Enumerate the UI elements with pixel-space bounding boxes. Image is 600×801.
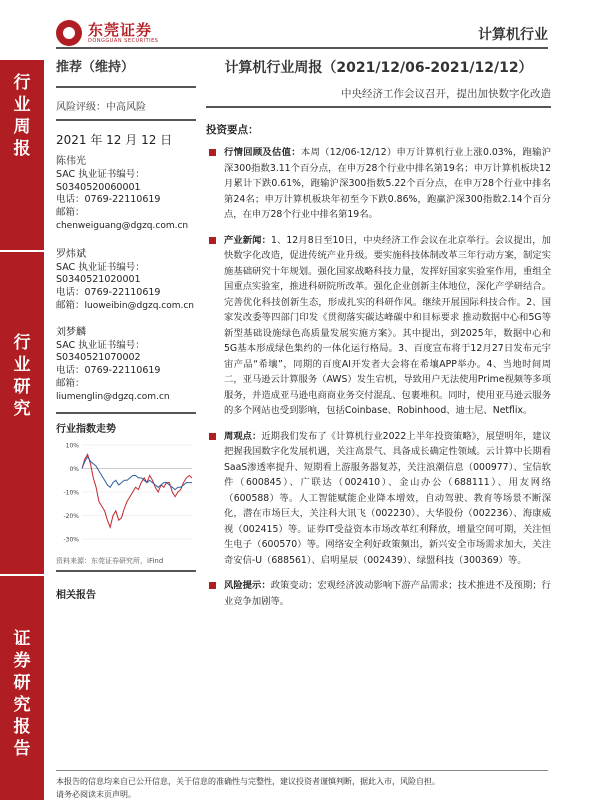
risk-rating: 风险评级：中高风险 [56, 102, 146, 113]
analyst-cert-label: SAC 执业证书编号： [56, 339, 145, 351]
analyst-name: 刘梦麟 [56, 326, 86, 338]
chart-source: 资料来源：东莞证券研究所，iFind [56, 556, 164, 565]
analyst-email-label: 邮箱： [56, 299, 85, 311]
chart-title: 行业指数走势 [56, 423, 116, 435]
sidebar-band-research [0, 252, 44, 574]
bullet-icon [209, 433, 216, 440]
point-label: 产业新闻： [224, 234, 271, 246]
disclaimer-line: 请务必阅读末页声明。 [56, 790, 136, 799]
subtitle-divider [206, 106, 551, 108]
analyst-phone: 电话：0769-22110619 [56, 194, 161, 206]
sidebar-band-report [0, 576, 44, 800]
logo-emblem-icon [56, 20, 82, 46]
bullet-icon [209, 582, 216, 589]
point-industry-news [206, 233, 551, 419]
sidebar-band-weekly [0, 60, 44, 250]
report-subtitle: 中央经济工作会议召开，提出加快数字化改造 [341, 88, 551, 100]
chart-y-tick-label: 0% [69, 465, 79, 473]
analyst-cert: S0340521070002 [56, 352, 141, 364]
sidebar-text-weekly: 行业周报 [13, 73, 31, 159]
analyst-email[interactable]: liumenglin@dgzq.com.cn [56, 391, 170, 402]
analyst-phone: 电话：0769-22110619 [56, 365, 161, 377]
investment-rating: 推荐（维持） [56, 60, 135, 75]
point-label: 周观点： [224, 430, 262, 442]
analyst-email[interactable]: luoweibin@dgzq.com.cn [84, 300, 195, 311]
sidebar-text-research: 行业研究 [13, 333, 31, 419]
analyst-phone: 电话：0769-22110619 [56, 287, 161, 299]
analyst-email-label: 邮箱： [56, 377, 85, 389]
analyst-card [56, 249, 196, 313]
report-date: 2021 年 12 月 12 日 [56, 133, 173, 147]
chart-series-line [82, 454, 192, 527]
analyst-email-label: 邮箱： [56, 207, 85, 219]
chart-y-tick-label: -30% [63, 536, 79, 544]
chart-series-line [82, 456, 192, 489]
point-weekly-view [206, 429, 551, 569]
chart-top-divider [56, 412, 196, 414]
bullet-icon [209, 149, 216, 156]
point-label: 风险提示： [224, 580, 271, 591]
risk-divider [56, 119, 196, 121]
point-text: 1、12月8日至10日，中央经济工作会议在北京举行。会议提出，加快数字化改造，促进传统产业升级。要实施科技体制改革三年行动方案，制定实施基础研究十年规划。强化国家战略科技力量，发挥好国家实验室作用，重组全国重点实验室，推进科研院所改革。强化企业创新主体地位，深化产学研结合。完善优化科技创新生态，形成扎实的科研作风。继续开展国际科技合作。2、国家发改委等四部门印发《贯彻落实碳达峰碳中和目标要求 推动数据中心和5G等新型基础设施绿色高质量发展实施方案》。其中提出，到2025年，数据中心和5G基本形成绿色集约的一体化运行格局。3、百度宣布将于12月27日发布元宇宙产品“希壤”，同期的百度AI开发者大会将在希壤APP举办。4、当地时间周二，亚马逊云计算服务（AWS）发生宕机，导致用户无法使用Prime视频等多项服务，并造成亚马逊电商商业务交付混乱、包裹堆积。同时，使用亚马逊云服务的多个网站也受到影响，包括Coinbase、Robinhood、迪士尼、Netflix。 [224, 234, 551, 416]
chart-y-tick-label: -20% [63, 512, 79, 520]
point-market-review [206, 145, 551, 223]
logo-name-en: DONGGUAN SECURITIES [88, 38, 159, 44]
analyst-cert: S0340520060001 [56, 181, 141, 193]
logo-name-cn: 东莞证券 [88, 21, 153, 39]
sidebar-text-report: 证券研究报告 [13, 629, 31, 759]
point-label: 行情回顾及估值： [224, 147, 301, 158]
rating-divider [56, 86, 196, 88]
analyst-cert-label: SAC 执业证书编号： [56, 168, 145, 180]
header-divider [56, 47, 548, 49]
analyst-name: 陈伟光 [56, 156, 86, 167]
disclaimer-footer [56, 770, 548, 801]
analyst-cert: S0340521020001 [56, 274, 141, 286]
industry-index-chart [56, 439, 196, 551]
source-divider [56, 570, 196, 572]
analyst-name: 罗炜斌 [56, 248, 86, 260]
chart-y-tick-label: 10% [65, 442, 79, 450]
main-column [206, 56, 551, 619]
company-logo [56, 20, 158, 46]
left-column [56, 56, 196, 601]
related-reports-heading: 相关报告 [56, 589, 96, 601]
bullet-icon [209, 237, 216, 244]
analyst-cert-label: SAC 执业证书编号： [56, 261, 145, 273]
analyst-card [56, 156, 196, 233]
report-title: 计算机行业周报（2021/12/06-2021/12/12） [224, 60, 533, 76]
point-text: 本周（12/06-12/12）申万计算机行业上涨0.03%，跑输沪深300指数3.11个百分点，在申万28个行业中排名第19名；申万计算机板块12月累计下跌0.61%，跑输沪深300指数5.22个百分点，在申万28个行业中排名第24名；申万计算机板块年初至今下跌0.86%，跑赢沪深300指数2.14个百分点，在申万28个行业中排名第19名。 [224, 147, 551, 220]
point-text: 近期我们发布了《计算机行业2022上半年投资策略》，展望明年，建议把握我国数字化发展机遇，关注高景气、具备成长确定性领域。云计算中长期看SaaS渗透率提升、短期看上游服务器复苏，关注浪潮信息（000977）、宝信软件（600845）、广联达（002410）、金山办公（688111）、用友网络（600588）等。人工智能赋能企业降本增效，自动驾驶、教育等场景不断深化，潜在市场巨大，关注科大讯飞（002230）、大华股份（002236）、海康威视（002415）等。证券IT受益资本市场改革红利释放，增量空间可期，关注恒生电子（600570）等。网络安全利好政策频出，新兴安全市场需求加大，关注奇安信-U（688561）、启明星辰（002439）、绿盟科技（300369）等。 [224, 430, 551, 566]
analyst-email[interactable]: chenweiguang@dgzq.com.cn [56, 220, 189, 231]
investment-points-heading: 投资要点： [206, 124, 259, 136]
point-text: 政策变动；宏观经济波动影响下游产品需求；技术推进不及预期；行业竞争加剧等。 [224, 580, 551, 607]
analyst-card [56, 327, 196, 404]
chart-y-tick-label: -10% [63, 489, 79, 497]
disclaimer-line: 本报告的信息均来自已公开信息，关于信息的准确性与完整性，建议投资者谨慎判断，据此入市，风险自担。 [56, 777, 440, 786]
point-risk [206, 578, 551, 609]
industry-label: 计算机行业 [478, 27, 548, 43]
